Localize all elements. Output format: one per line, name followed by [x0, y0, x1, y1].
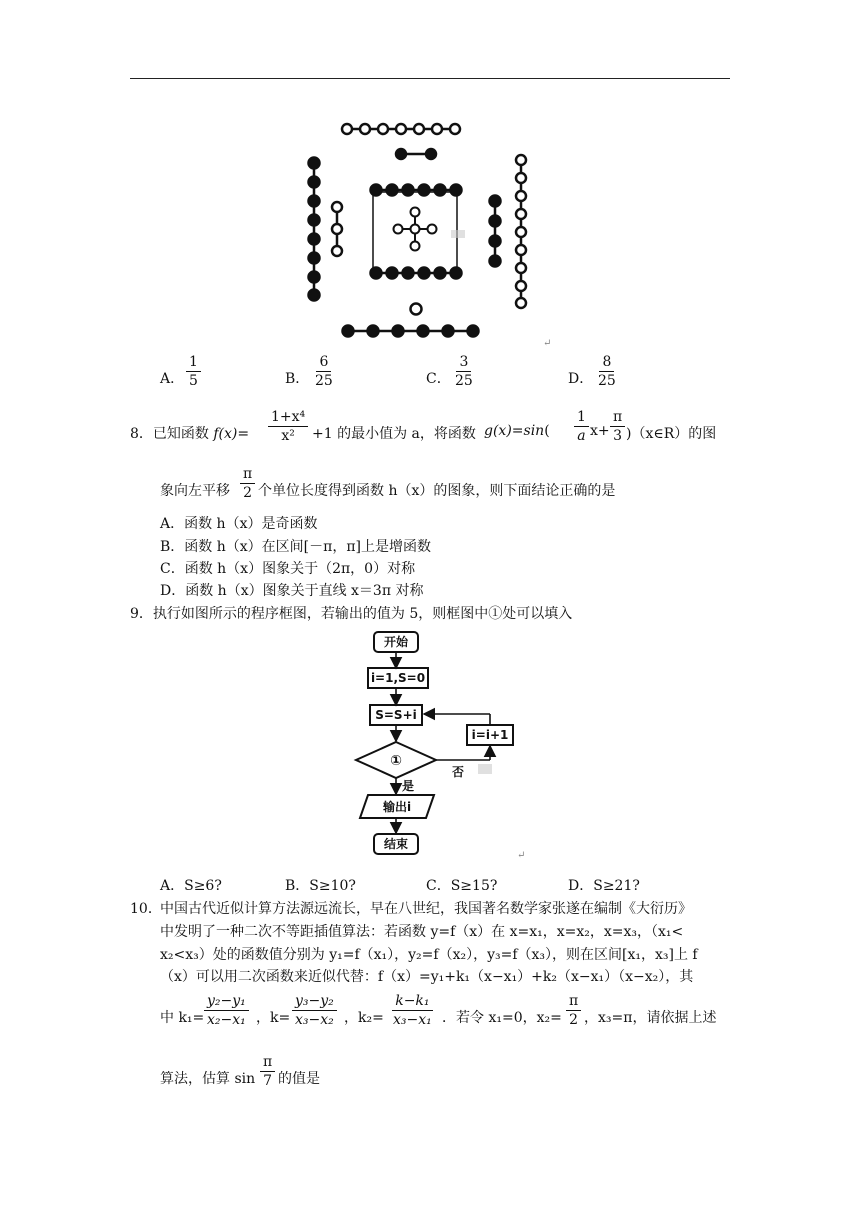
q7-option-c: C．: [426, 371, 451, 387]
x2-fraction: $\frac{\pi}{2}$: [566, 994, 581, 1027]
q9-option-d: D．S≥21?: [568, 878, 640, 894]
flow-end: 结束: [383, 837, 409, 851]
q10-l6-a: 算法，估算 sin: [160, 1071, 256, 1087]
q10-l5-d: ．若令 x₁=0，x₂=: [442, 1010, 562, 1026]
flow-condition: ①: [390, 753, 402, 769]
q7-option-d: D．: [568, 371, 594, 387]
q10-line3: x₂<x₃）处的函数值分别为 y₁=f（x₁），y₂=f（x₂），y₃=f（x₃），则在区间[x₁，x₃]上 f: [160, 947, 698, 963]
return-mark-2: ↵: [517, 850, 526, 861]
flow-no-label: 否: [451, 765, 465, 779]
q7-option-b-fraction: $\frac{6}{25}$: [315, 354, 333, 389]
q10-line1: 中国古代近似计算方法源远流长，早在八世纪，我国著名数学家张遂在编制《大衍历》: [160, 901, 692, 917]
flow-init: i=1,S=0: [370, 671, 426, 685]
sin-fraction: $\frac{\pi}{7}$: [260, 1055, 275, 1088]
flow-output: 输出i: [382, 800, 412, 814]
q8-f-tail: +1 的最小值为 a，将函数: [312, 426, 476, 442]
q8-g-mid: x+: [590, 423, 610, 439]
q7-option-a: A．: [160, 371, 185, 387]
return-mark: ↵: [543, 338, 552, 349]
flow-yes-label: 是: [401, 779, 415, 793]
q10-l5-b: ，k=: [256, 1010, 291, 1026]
q8-f-fraction: $\frac{\text{1+x⁴}}{\text{x²}}$: [268, 410, 308, 443]
flow-increment: i=i+1: [471, 728, 509, 742]
q8-g-fraction-1: $\frac{1}{a}$: [574, 410, 589, 443]
flow-step: S=S+i: [375, 708, 417, 722]
k2-fraction: $\frac{\text{k−k₁}}{\text{x₃−x₁}}$: [393, 993, 432, 1028]
q10-line2: 中发明了一种二次不等距插值算法：若函数 y=f（x）在 x=x₁，x=x₂，x=x₃，（x₁<: [160, 924, 684, 940]
q10-line4: （x）可以用二次函数来近似代替：f（x）=y₁+k₁（x−x₁）+k₂（x−x₁）（x−x₂），其: [160, 969, 694, 985]
q9-text: 9．执行如图所示的程序框图，若输出的值为 5，则框图中①处可以填入: [130, 606, 573, 622]
q8-option-d: D．函数 h（x）图象关于直线 x＝3π 对称: [160, 583, 424, 599]
q9-option-a: A．S≥6?: [160, 878, 222, 894]
q7-option-a-fraction: $\frac{1}{5}$: [186, 355, 201, 388]
k1-fraction: $\frac{\text{y₂−y₁}}{\text{x₂−x₁}}$: [204, 994, 249, 1027]
q9-flowchart: [350, 628, 530, 860]
q8-tail: )（x∈R）的图: [626, 426, 717, 442]
q8-shift-fraction: $\frac{\pi}{2}$: [240, 467, 255, 500]
q7-option-b: B．: [285, 371, 310, 387]
q10-l5-e: ，x₃=π，请依据上述: [584, 1010, 717, 1026]
q7-option-d-fraction: $\frac{8}{25}$: [598, 354, 616, 389]
q8-option-c: C．函数 h（x）图象关于（2π，0）对称: [160, 561, 416, 577]
q9-option-c: C．S≥15?: [426, 878, 498, 894]
q8-line2-b: 个单位长度得到函数 h（x）的图象，则下面结论正确的是: [258, 483, 616, 499]
k-fraction: $\frac{\text{y₃−y₂}}{\text{x₃−x₂}}$: [292, 994, 337, 1027]
q8-g-lhs: g(x)=sin(: [484, 423, 550, 439]
q8-intro: 8．已知函数 f(x)=: [130, 426, 250, 442]
flow-start: 开始: [383, 635, 409, 649]
q10-l5-a: 中 k₁=: [160, 1010, 205, 1026]
q8-line2-a: 象向左平移: [160, 483, 230, 499]
q10-l5-c: ，k₂=: [344, 1010, 384, 1026]
q10-l6-b: 的值是: [278, 1071, 320, 1087]
header-rule: [130, 78, 730, 79]
q9-option-b: B．S≥10?: [285, 878, 356, 894]
q7-option-c-fraction: $\frac{3}{25}$: [455, 354, 473, 389]
q10-number: 10．: [130, 901, 162, 917]
luoshu-diagram: [295, 115, 545, 345]
q8-option-b: B．函数 h（x）在区间[－π，π]上是增函数: [160, 539, 431, 555]
q8-option-a: A．函数 h（x）是奇函数: [160, 516, 318, 532]
q8-g-fraction-2: $\frac{\pi}{3}$: [610, 410, 625, 443]
